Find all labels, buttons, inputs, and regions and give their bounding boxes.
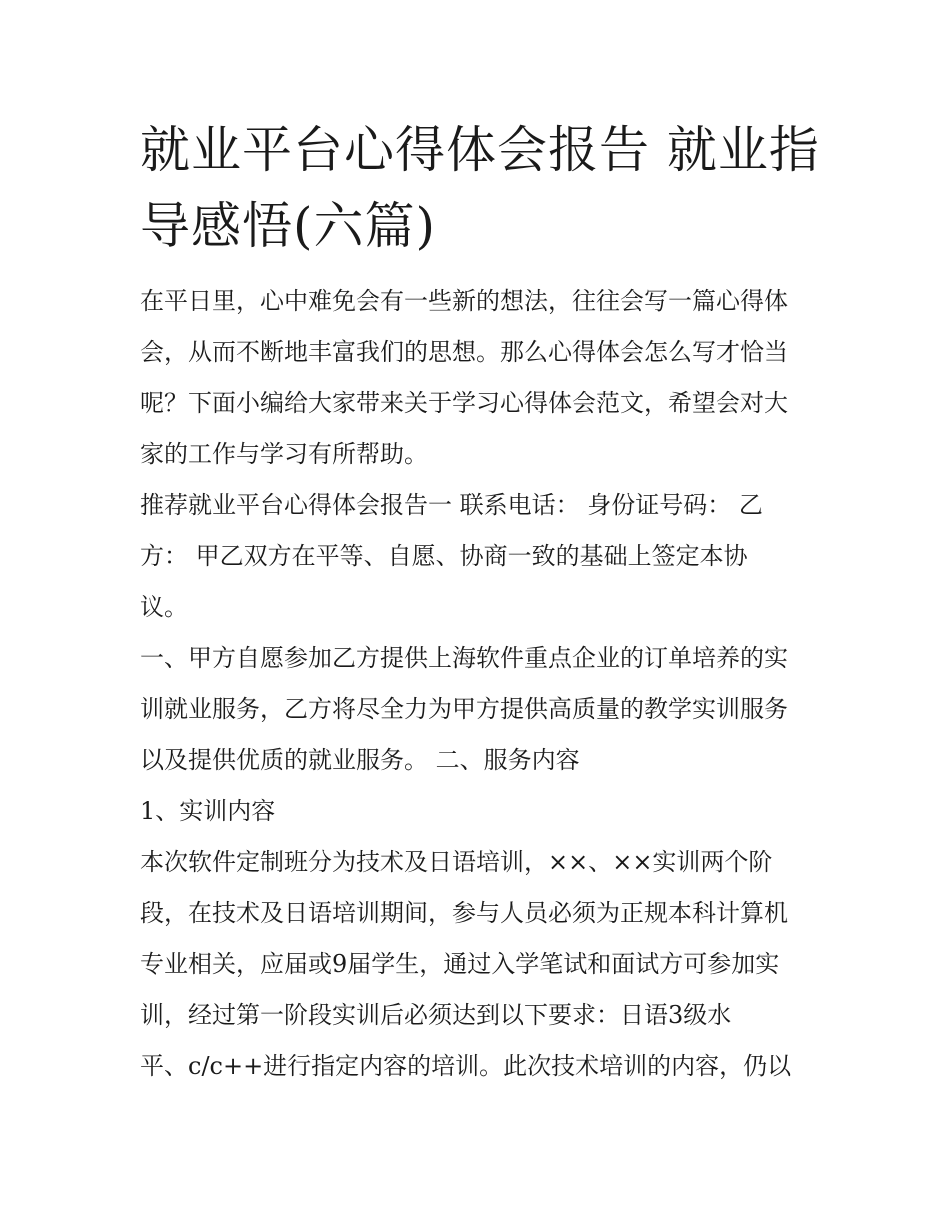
body-line: 段，在技术及日语培训期间，参与人员必须为正规本科计算机 (140, 899, 788, 927)
title-line-2: 导感悟(六篇) (140, 197, 437, 255)
body-line: 会，从而不断地丰富我们的思想。那么心得体会怎么写才恰当 (140, 338, 788, 366)
document-title (140, 112, 840, 264)
body-line: 专业相关，应届或9届学生，通过入学笔试和面试方可参加实 (140, 950, 780, 978)
body-line: 方： 甲乙双方在平等、自愿、协商一致的基础上签定本协 (140, 542, 748, 570)
body-line: 推荐就业平台心得体会报告一 联系电话： 身份证号码： 乙 (140, 491, 763, 519)
body-line: 议。 (140, 593, 188, 621)
body-line: 以及提供优质的就业服务。 二、服务内容 (140, 746, 580, 774)
section-heading: 1、实训内容 (140, 797, 276, 825)
body-line: 平、c/c++进行指定内容的培训。此次技术培训的内容，仍以 (140, 1052, 792, 1080)
title-line-1: 就业平台心得体会报告 就业指 (140, 121, 820, 179)
body-line: 一、甲方自愿参加乙方提供上海软件重点企业的订单培养的实 (140, 644, 788, 672)
body-line: 训，经过第一阶段实训后必须达到以下要求：日语3级水 (140, 1001, 732, 1029)
body-line: 呢？下面小编给大家带来关于学习心得体会范文，希望会对大 (140, 389, 788, 417)
body-line: 本次软件定制班分为技术及日语培训，××、××实训两个阶 (140, 848, 773, 876)
body-line: 家的工作与学习有所帮助。 (140, 440, 428, 468)
body-line: 在平日里，心中难免会有一些新的想法，往往会写一篇心得体 (140, 287, 788, 315)
body-line: 训就业服务，乙方将尽全力为甲方提供高质量的教学实训服务 (140, 695, 788, 723)
